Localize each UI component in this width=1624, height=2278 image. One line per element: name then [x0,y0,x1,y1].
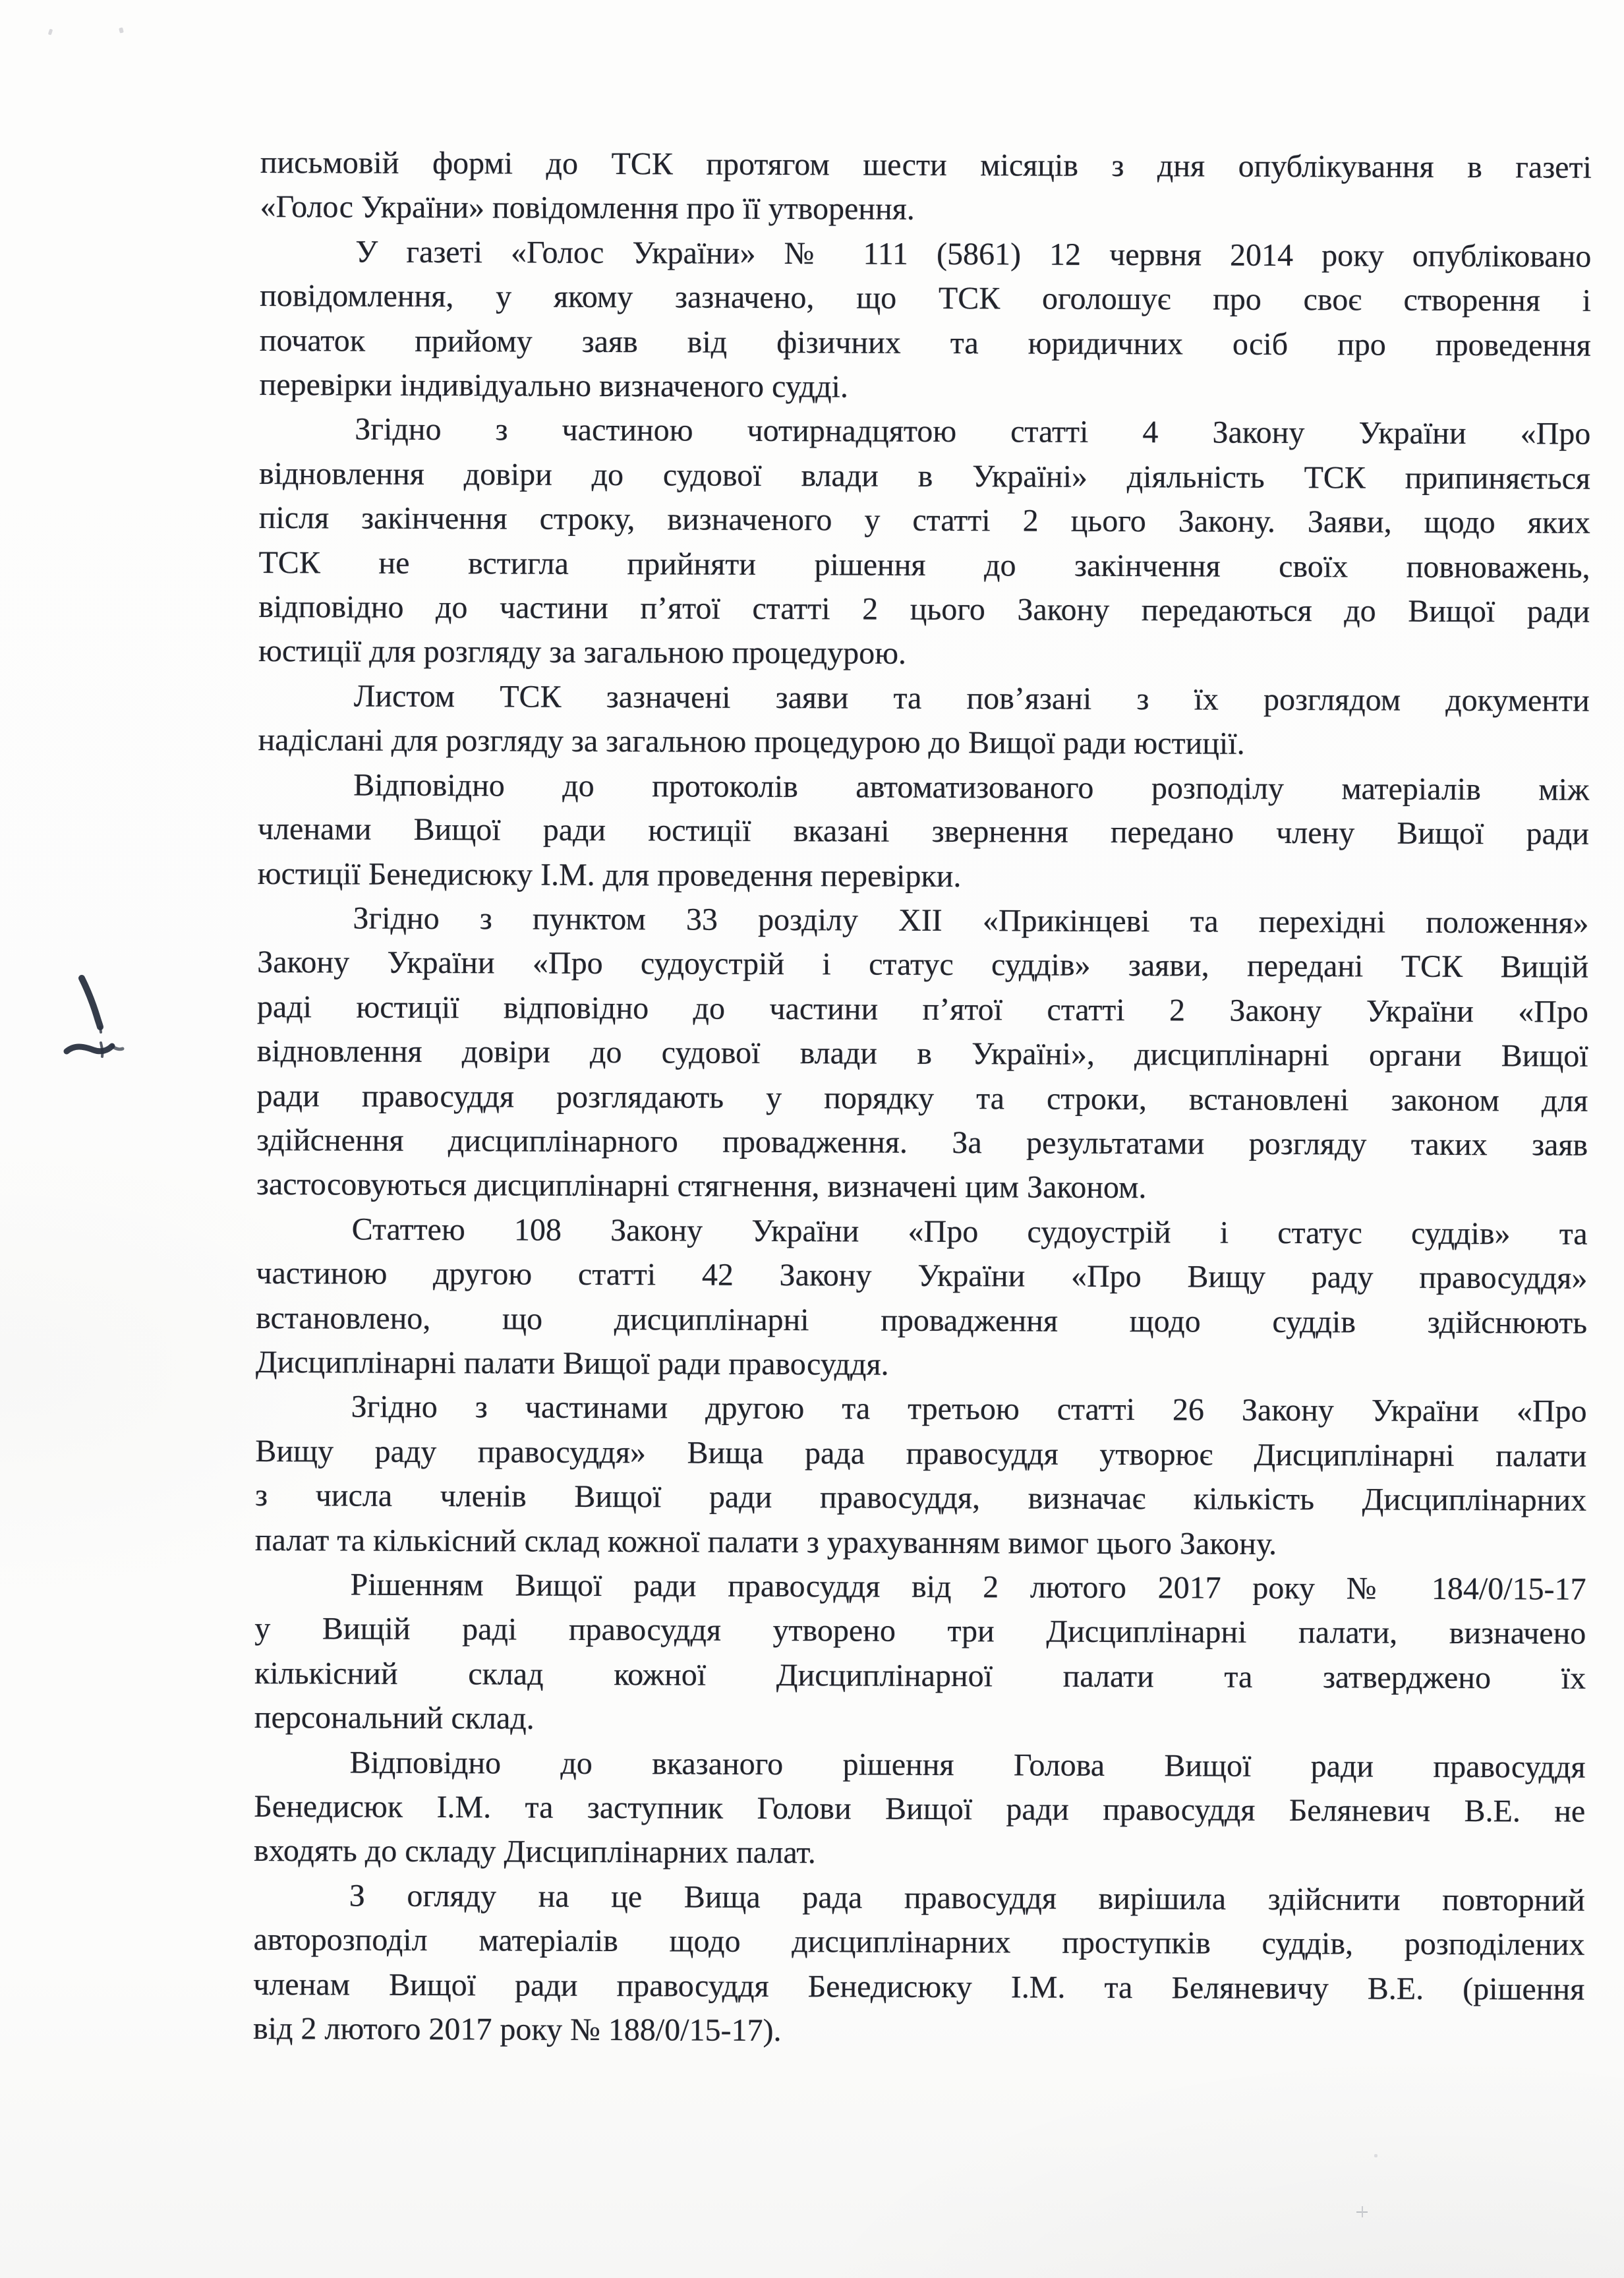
text-line: перевірки індивідуально визначеного судді. [259,367,849,405]
paragraph [259,229,1591,412]
paragraph [260,140,1592,235]
text-line: У газеті «Голос України» № 111 (5861) 12 червня 2014 року опубліковано [355,234,1592,274]
text-line: застосовуються дисциплінарні стягнення, визначені цим Законом. [256,1167,1147,1206]
paragraph [258,674,1590,768]
text-line: авторозподіл матеріалів щодо дисциплінарних проступків суддів, розподілених [253,1922,1585,1962]
scan-speck [1374,2154,1378,2157]
text-line: від 2 лютого 2017 року № 188/0/15-17). [252,2011,782,2049]
text-line: персональний склад. [254,1700,535,1736]
text-line: відновлення довіри до судової влади в Україні» діяльність ТСК припиняється [258,455,1591,496]
text-line: Згідно з частиною чотирнадцятою статті 4 Закону України «Про [355,411,1591,452]
paragraph [258,763,1590,901]
paragraph [254,1740,1586,1879]
text-line: Бенедисюк І.М. та заступник Голови Вищої ради правосуддя Беляневич В.Е. не [254,1789,1586,1829]
scan-speck [48,28,53,35]
text-line: раді юстиції відповідно до частини п’ятої статті 2 Закону України «Про [256,989,1589,1030]
text-line: повідомлення, у якому зазначено, що ТСК оголошує про своє створення і [259,278,1592,318]
text-line: палат та кількісний склад кожної палати з урахуванням вимог цього Закону. [254,1522,1277,1562]
text-line: членам Вищої ради правосуддя Бенедисюку І.М. та Беляневичу В.Е. (рішення [253,1966,1585,2007]
text-line: ради правосуддя розглядають у порядку та строки, встановлені законом для [256,1078,1588,1119]
text-line: початок прийому заяв від фізичних та юридичних осіб про проведення [259,322,1591,363]
text-line: у Вищій раді правосуддя утворено три Дисциплінарні палати, визначено [254,1611,1586,1652]
paragraph [253,1873,1585,2056]
text-line: юстиції для розгляду за загальною процедурою. [258,633,907,672]
text-line: Вищу раду правосуддя» Вища рада правосуддя утворює Дисциплінарні палати [255,1433,1587,1474]
text-line: Відповідно до протоколів автоматизованого розподілу матеріалів між [353,767,1590,807]
text-line: юстиції Бенедисюку І.М. для проведення перевірки. [257,856,962,894]
text-line: частиною другою статті 42 Закону України «Про Вищу раду правосуддя» [256,1256,1588,1296]
text-line: З огляду на це Вища рада правосуддя вирішила здійснити повторний [349,1878,1585,1918]
text-line: Згідно з пунктом 33 розділу XII «Прикінцеві та перехідні положення» [353,900,1589,941]
paragraph [258,407,1591,678]
text-line: Відповідно до вказаного рішення Голова Вищої ради правосуддя [349,1745,1586,1785]
text-line: кількісний склад кожної Дисциплінарної палати та затверджено їх [254,1655,1586,1696]
text-line: Дисциплінарні палати Вищої ради правосуддя. [255,1344,889,1382]
scan-speck [119,27,124,33]
faint-registration-cross [1356,2206,1368,2217]
handwritten-margin-mark [63,964,142,1069]
text-line: Згідно з частинами другою та третьою статті 26 Закону України «Про [351,1389,1587,1430]
text-line: Закону України «Про судоустрій і статус суддів» заяви, передані ТСК Вищій [257,945,1589,985]
text-line: письмовій формі до ТСК протягом шести місяців з дня опублікування в газеті [260,144,1592,185]
paragraph [256,896,1589,1212]
text-line: входять до складу Дисциплінарних палат. [253,1833,816,1871]
text-line: після закінчення строку, визначеного у статті 2 цього Закону. Заяви, щодо яких [258,500,1590,541]
text-line: відновлення довіри до судової влади в Україні», дисциплінарні органи Вищої [256,1034,1588,1074]
text-line: з числа членів Вищої ради правосуддя, визначає кількість Дисциплінарних [255,1478,1587,1518]
text-line: членами Вищої ради юстиції вказані звернення передано члену Вищої ради [257,811,1590,852]
text-line: ТСК не встигла прийняти рішення до закінчення своїх повноважень, [258,544,1590,585]
paragraph [255,1384,1587,1567]
text-line: надіслані для розгляду за загальною процедурою до Вищої ради юстиції. [258,722,1245,762]
text-line: здійснення дисциплінарного провадження. За результатами розгляду таких заяв [256,1122,1588,1163]
text-line: Статтею 108 Закону України «Про судоустрій і статус суддів» та [351,1212,1588,1252]
paragraph [254,1562,1586,1745]
text-line: встановлено, що дисциплінарні провадження щодо суддів здійснюють [256,1300,1588,1341]
text-block [253,140,1592,2056]
text-line: Листом ТСК зазначені заяви та пов’язані з їх розглядом документи [353,678,1590,718]
text-line: Рішенням Вищої ради правосуддя від 2 лютого 2017 року № 184/0/15-17 [350,1567,1586,1607]
paragraph [256,1207,1588,1389]
text-line: відповідно до частини п’ятої статті 2 цього Закону передаються до Вищої ради [258,589,1590,629]
text-line: «Голос України» повідомлення про її утворення. [260,189,915,227]
